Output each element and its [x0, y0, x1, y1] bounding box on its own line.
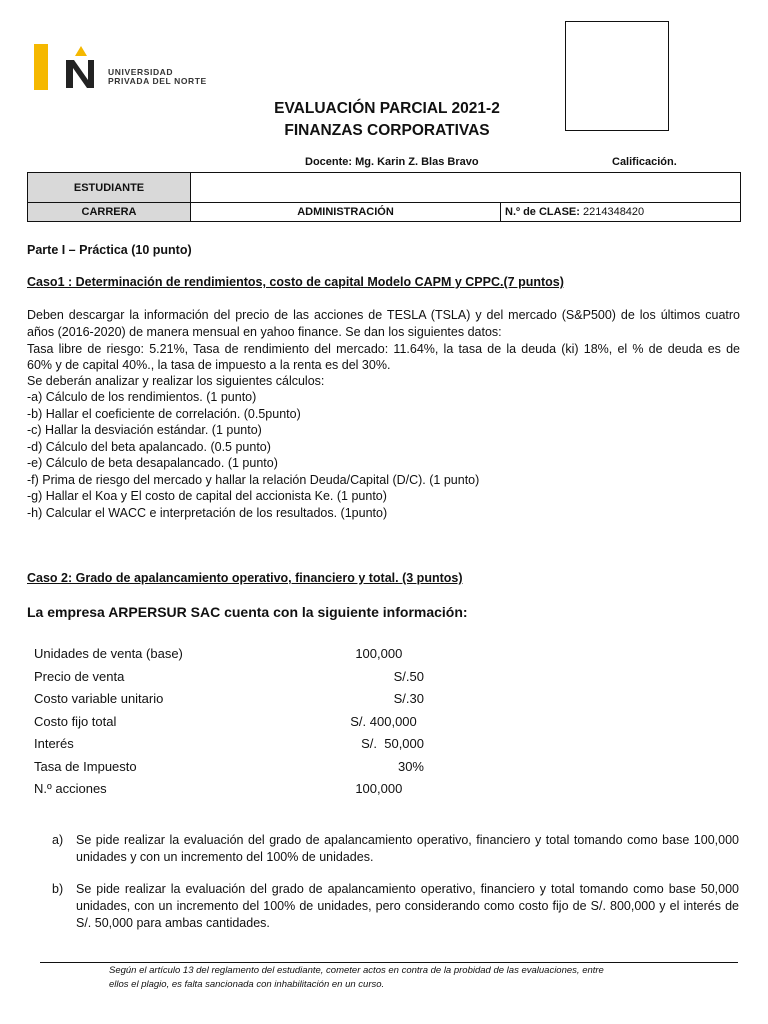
task-c: -c) Hallar la desviación estándar. (1 punto) — [27, 423, 262, 437]
caso1-data-line2: 60% y de capital 40%., la tasa de impuesto a la renta es del 30%. — [27, 358, 391, 372]
task-d: -d) Cálculo del beta apalancado. (0.5 punto) — [27, 439, 271, 454]
data-row — [34, 757, 434, 780]
item-a — [52, 832, 739, 866]
data-row-label: Interés — [34, 736, 74, 751]
footer-line2: ellos el plagio, es falta sancionada con inhabilitación en un curso. — [109, 979, 385, 990]
item-a-letter: a) — [52, 833, 64, 847]
caso1-intro: Deben descargar la información del precio de las acciones de TESLA (TSLA) y del mercado (S&P500) de los últimos cuatro años (2016-2020) de manera mensual en yahoo finance. Se dan los siguientes datos: — [27, 308, 740, 339]
item-b — [52, 881, 739, 932]
parte1-heading: Parte I – Práctica (10 punto) — [27, 243, 192, 257]
task-b: -b) Hallar el coeficiente de correlación. (0.5punto) — [27, 406, 301, 421]
university-name — [108, 68, 207, 86]
item-b-letter: b) — [52, 882, 64, 896]
data-row-value: S/.50 — [393, 668, 424, 684]
data-row-value: 100,000 — [355, 781, 424, 796]
calificacion-label: Calificación. — [612, 156, 677, 168]
task-g: -g) Hallar el Koa y El costo de capital del accionista Ke. (1 punto) — [27, 489, 387, 503]
logo-n-mark-icon — [64, 46, 100, 88]
data-row — [34, 712, 434, 735]
caso2-company-line: La empresa ARPERSUR SAC cuenta con la siguiente información: — [27, 604, 468, 620]
estudiante-field[interactable] — [191, 173, 741, 203]
caso1-analizar: Se deberán analizar y realizar los siguientes cálculos: — [27, 374, 325, 388]
clase-value: 2214348420 — [582, 206, 645, 218]
task-h: -h) Calcular el WACC e interpretación de los resultados. (1punto) — [27, 505, 388, 520]
data-row — [34, 689, 434, 712]
clase-cell — [501, 203, 741, 222]
exam-title: EVALUACIÓN PARCIAL 2021-2 — [274, 100, 500, 117]
caso1-heading: Caso1 : Determinación de rendimientos, costo de capital Modelo CAPM y CPPC.(7 puntos) — [27, 275, 564, 289]
data-row-label: N.º acciones — [34, 781, 107, 796]
task-a: -a) Cálculo de los rendimientos. (1 punto) — [27, 390, 257, 404]
data-row-value: S/. 50,000 — [361, 736, 424, 751]
data-row-label: Precio de venta — [34, 668, 125, 684]
data-row-value: 100,000 — [355, 646, 424, 661]
footer-line1: Según el artículo 13 del reglamento del estudiante, cometer actos en contra de la probidad de las evaluaciones, entre — [109, 965, 604, 976]
task-e: -e) Cálculo de beta desapalancado. (1 punto) — [27, 456, 278, 470]
clase-label: N.º de CLASE: — [505, 206, 580, 218]
course-title: FINANZAS CORPORATIVAS — [284, 122, 490, 139]
footer-note — [109, 964, 604, 992]
caso1-data-line1: Tasa libre de riesgo: 5.21%, Tasa de rendimiento del mercado: 11.64%, la tasa de la deuda (ki) 18%, el % de deuda es de — [27, 342, 740, 356]
data-row-label: Costo fijo total — [34, 713, 117, 729]
university-logo — [34, 44, 214, 90]
carrera-value: ADMINISTRACIÓN — [191, 203, 501, 222]
carrera-label: CARRERA — [28, 203, 191, 222]
data-row — [34, 779, 434, 802]
student-info-table — [27, 172, 741, 222]
task-f: -f) Prima de riesgo del mercado y hallar la relación Deuda/Capital (D/C). (1 punto) — [27, 472, 480, 487]
data-row-label: Unidades de venta (base) — [34, 646, 183, 661]
logo-yellow-bar — [34, 44, 48, 90]
data-row-value: S/. 400,000 — [350, 713, 424, 729]
university-name-line2: PRIVADA DEL NORTE — [108, 76, 207, 86]
item-a-text: Se pide realizar la evaluación del grado de apalancamiento operativo, financiero y total tomando como base 100,000 unidades y con un incremento del 100% de unidades. — [76, 833, 739, 864]
item-b-text: Se pide realizar la evaluación del grado de apalancamiento operativo, financiero y total tomando como base 50,000 unidades, con un incremento del 100% de unidades, pero considerando como costo fijo de S/. 800,000 y el interés de S/. 50,000 para ambas cantidades. — [76, 882, 739, 930]
caso2-data-list — [34, 644, 434, 802]
estudiante-label: ESTUDIANTE — [28, 173, 191, 203]
data-row — [34, 667, 434, 690]
data-row-label: Costo variable unitario — [34, 691, 164, 706]
university-name-line1: UNIVERSIDAD — [108, 67, 174, 77]
data-row — [34, 734, 434, 757]
data-row-value: S/.30 — [393, 691, 424, 706]
docente-label: Docente: Mg. Karin Z. Blas Bravo — [305, 156, 479, 168]
data-row-label: Tasa de Impuesto — [34, 758, 137, 774]
footer-divider — [40, 962, 738, 963]
data-row-value: 30% — [397, 758, 424, 774]
caso2-heading: Caso 2: Grado de apalancamiento operativo, financiero y total. (3 puntos) — [27, 571, 463, 585]
data-row — [34, 644, 434, 667]
